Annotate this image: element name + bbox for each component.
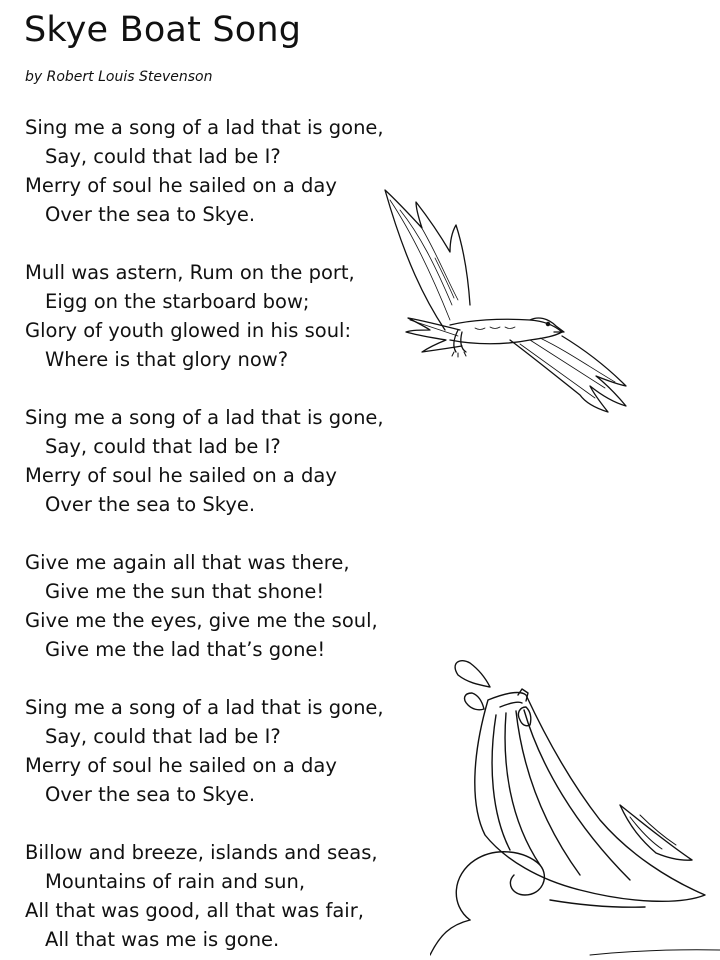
water-droplet-icon: [455, 661, 490, 687]
poem-line: Mull was astern, Rum on the port,: [25, 261, 355, 284]
poem-line: All that was me is gone.: [45, 928, 280, 951]
poem-line: Give me the lad that’s gone!: [45, 638, 326, 661]
poem-line: Over the sea to Skye.: [45, 493, 256, 516]
poem-line: All that was good, all that was fair,: [25, 899, 364, 922]
poem-line: Mountains of rain and sun,: [45, 870, 306, 893]
poem-line: Billow and breeze, islands and seas,: [25, 841, 378, 864]
poem-line: Sing me a song of a lad that is gone,: [25, 696, 384, 719]
poem-line: Say, could that lad be I?: [45, 725, 281, 748]
stanza: [25, 113, 425, 229]
poem-line: Sing me a song of a lad that is gone,: [25, 116, 384, 139]
poem-line: Glory of youth glowed in his soul:: [25, 319, 352, 342]
stanza: [25, 403, 425, 519]
poem-line: Eigg on the starboard bow;: [45, 290, 310, 313]
poem: [25, 113, 425, 954]
poem-line: Over the sea to Skye.: [45, 783, 256, 806]
poem-line: Say, could that lad be I?: [45, 145, 281, 168]
stanza-gap: [25, 229, 425, 258]
poem-line: Sing me a song of a lad that is gone,: [25, 406, 384, 429]
poem-line: Merry of soul he sailed on a day: [25, 174, 337, 197]
page-title: Skye Boat Song: [24, 10, 302, 50]
author-byline: by Robert Louis Stevenson: [25, 69, 213, 85]
stanza: [25, 258, 425, 374]
eagle-illustration: [380, 180, 640, 420]
poem-line: Over the sea to Skye.: [45, 203, 256, 226]
stanza-gap: [25, 664, 425, 693]
poem-line: Say, could that lad be I?: [45, 435, 281, 458]
poem-line: Where is that glory now?: [45, 348, 289, 371]
stanza: [25, 548, 425, 664]
stanza-gap: [25, 374, 425, 403]
boat-on-wave-illustration: [430, 655, 720, 960]
poem-line: Give me the sun that shone!: [45, 580, 325, 603]
poem-line: Merry of soul he sailed on a day: [25, 754, 337, 777]
stanza-gap: [25, 519, 425, 548]
stanza: [25, 838, 425, 954]
stanza-gap: [25, 809, 425, 838]
stanza: [25, 693, 425, 809]
water-droplet-icon: [465, 693, 484, 710]
poem-line: Give me the eyes, give me the soul,: [25, 609, 378, 632]
poem-line: Merry of soul he sailed on a day: [25, 464, 337, 487]
poem-line: Give me again all that was there,: [25, 551, 350, 574]
